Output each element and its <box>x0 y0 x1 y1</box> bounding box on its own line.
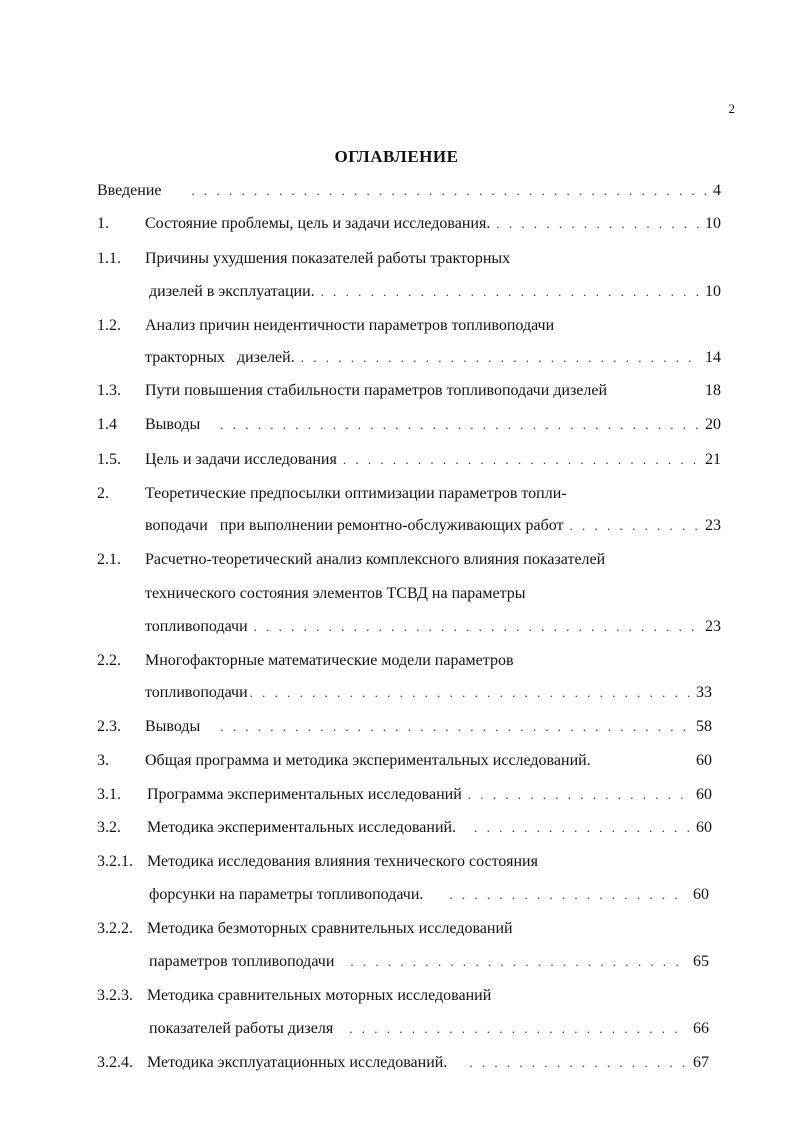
toc-entry-page: 14 <box>705 349 721 366</box>
toc-entry-text: параметров топливоподачи <box>149 953 335 970</box>
leader-dots <box>220 417 699 433</box>
toc-entry-text: Методика исследования влияния технического состояния <box>147 853 538 870</box>
toc-entry-number: 3.2. <box>97 819 121 836</box>
leader-dots <box>220 719 690 735</box>
toc-entry-text: Методика эксплуатационных исследований. <box>147 1054 448 1071</box>
leader-dots <box>192 183 708 199</box>
toc-entry-number: 3.2.4. <box>97 1054 133 1071</box>
toc-entry-text: Программа экспериментальных исследований <box>147 786 462 803</box>
toc-entry-number: 1.3. <box>97 382 121 399</box>
toc-entry-text: воподачи при выполнении ремонтно-обслуживающих работ <box>145 517 564 534</box>
toc-entry-text: Методика сравнительных моторных исследований <box>147 987 492 1004</box>
toc-entry-continuation[interactable] <box>145 618 721 640</box>
toc-entry[interactable] <box>145 215 721 237</box>
toc-entry[interactable] <box>145 250 510 272</box>
toc-entry-page: 65 <box>693 953 709 970</box>
toc-entry-number: 1.1. <box>97 250 121 267</box>
toc-entry-continuation[interactable] <box>149 886 709 908</box>
leader-dots <box>343 452 699 468</box>
toc-entry-page: 67 <box>693 1054 709 1071</box>
toc-entry[interactable] <box>145 416 721 438</box>
leader-dots <box>321 284 699 300</box>
toc-entry-page: 23 <box>705 517 721 534</box>
toc-entry-text: Цель и задачи исследования <box>145 451 337 468</box>
toc-entry-continuation[interactable] <box>145 684 712 706</box>
toc-entry-number: 2. <box>97 485 109 502</box>
toc-entry-continuation[interactable] <box>149 1020 709 1042</box>
toc-entry-text: Расчетно-теоретический анализ комплексного влияния показателей <box>145 551 606 568</box>
toc-entry-text: Выводы <box>145 416 201 433</box>
toc-entry-page: 60 <box>696 786 712 803</box>
leader-dots <box>468 787 690 803</box>
toc-entry[interactable] <box>145 652 514 674</box>
toc-entry[interactable] <box>147 786 712 808</box>
toc-entry-page: 60 <box>693 886 709 903</box>
toc-entry-number: 1.4 <box>97 416 117 433</box>
leader-dots <box>469 1055 687 1071</box>
toc-entry-text: топливоподачи <box>145 618 248 635</box>
toc-entry-text: Анализ причин неидентичности параметров топливоподачи <box>145 317 555 334</box>
toc-entry-number: 1.5. <box>97 451 121 468</box>
toc-entry[interactable] <box>145 451 721 473</box>
toc-entry-text: Методика экспериментальных исследований. <box>147 819 457 836</box>
page-title: ОГЛАВЛЕНИЕ <box>334 147 459 166</box>
toc-entry[interactable] <box>145 485 567 507</box>
toc-entry[interactable] <box>145 382 721 404</box>
toc-entry-page: 23 <box>705 618 721 635</box>
leader-dots <box>301 350 699 366</box>
toc-entry[interactable] <box>145 317 554 339</box>
toc-entry-continuation[interactable] <box>145 585 526 607</box>
toc-entry-text: форсунки на параметры топливоподачи. <box>149 886 424 903</box>
leader-dots <box>254 619 699 635</box>
toc-entry-text: Причины ухудшения показателей работы тракторных <box>145 250 511 267</box>
toc-entry-text: дизелей в эксплуатации. <box>149 283 315 300</box>
toc-entry-text: технического состояния элементов ТСВД на параметры <box>145 585 526 602</box>
toc-entry-page: 66 <box>693 1020 709 1037</box>
toc-entry-text: тракторных дизелей. <box>145 349 295 366</box>
toc-entry-page: 21 <box>705 451 721 468</box>
toc-entry-text: Многофакторные математические модели параметров <box>145 652 514 669</box>
toc-entry-text: Введение <box>97 182 162 199</box>
leader-dots <box>350 954 687 970</box>
toc-entry-number: 2.2. <box>97 652 121 669</box>
toc-entry-text: Состояние проблемы, цель и задачи исследования. <box>145 215 491 232</box>
leader-dots <box>569 518 699 534</box>
toc-entry-text: топливоподачи <box>145 684 248 701</box>
toc-entry-number: 1. <box>97 215 109 232</box>
toc-entry-page: 20 <box>705 416 721 433</box>
toc-entry-text: Пути повышения стабильности параметров топливоподачи дизелей <box>145 382 608 399</box>
toc-entry-page: 18 <box>705 382 721 399</box>
toc-entry[interactable] <box>147 920 513 942</box>
toc-entry[interactable] <box>147 987 491 1009</box>
toc-entry-page: 10 <box>705 215 721 232</box>
toc-entry-number: 3. <box>97 752 109 769</box>
toc-entry-number: 3.2.1. <box>97 853 133 870</box>
toc-entry-text: Выводы <box>145 718 201 735</box>
toc-entry-number: 1.2. <box>97 317 121 334</box>
toc-entry-continuation[interactable] <box>145 349 721 371</box>
leader-dots <box>496 216 699 232</box>
toc-entry-page: 60 <box>696 819 712 836</box>
toc-entry-continuation[interactable] <box>145 517 721 539</box>
toc-entry[interactable] <box>147 819 712 841</box>
leader-dots <box>449 887 687 903</box>
toc-entry-text: показателей работы дизеля <box>149 1020 334 1037</box>
toc-entry[interactable] <box>147 1054 709 1076</box>
page-number: 2 <box>728 101 735 116</box>
toc-entry-page: 60 <box>696 752 712 769</box>
toc-entry[interactable] <box>145 752 712 774</box>
toc-entry[interactable] <box>145 718 712 740</box>
toc-entry-number: 2.1. <box>97 551 121 568</box>
leader-dots <box>250 685 690 701</box>
toc-entry-page: 4 <box>713 182 721 199</box>
toc-entry-page: 10 <box>705 283 721 300</box>
toc-entry[interactable] <box>147 853 538 875</box>
toc-entry[interactable] <box>145 551 605 573</box>
leader-dots <box>474 820 690 836</box>
toc-entry-text: Теоретические предпосылки оптимизации параметров топли- <box>145 485 567 502</box>
leader-dots <box>349 1021 687 1037</box>
toc-entry-page: 33 <box>696 684 712 701</box>
toc-entry-intro[interactable] <box>97 182 721 204</box>
toc-entry-continuation[interactable] <box>149 953 709 975</box>
toc-entry-text: Общая программа и методика экспериментальных исследований. <box>145 752 591 769</box>
toc-entry-number: 3.2.2. <box>97 920 133 937</box>
toc-entry-continuation[interactable] <box>149 283 721 305</box>
toc-entry-text: Методика безмоторных сравнительных исследований <box>147 920 513 937</box>
toc-entry-number: 3.2.3. <box>97 987 133 1004</box>
toc-entry-page: 58 <box>696 718 712 735</box>
toc-entry-number: 2.3. <box>97 718 121 735</box>
toc-entry-number: 3.1. <box>97 786 121 803</box>
